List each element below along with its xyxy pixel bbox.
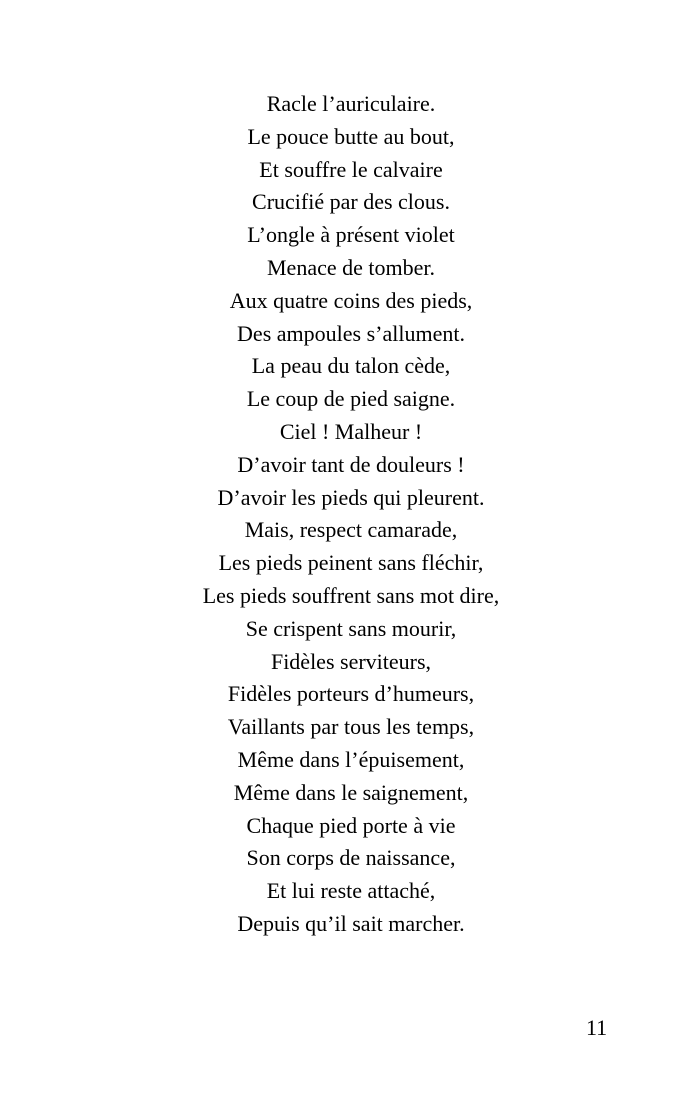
poem-line: La peau du talon cède, bbox=[251, 353, 451, 379]
poem-line: Racle l’auriculaire. bbox=[266, 91, 436, 116]
poem-line: Les pieds peinent sans fléchir, bbox=[218, 550, 484, 576]
poem-line: Fidèles porteurs d’humeurs, bbox=[227, 681, 475, 707]
poem-line: Chaque pied porte à vie bbox=[246, 812, 456, 838]
page-number: 11 bbox=[586, 1015, 608, 1040]
poem-line: Crucifié par des clous. bbox=[252, 189, 450, 215]
poem-line: Se crispent sans mourir, bbox=[245, 615, 457, 641]
poem-line: Et lui reste attaché, bbox=[266, 878, 436, 904]
poem-line: Les pieds souffrent sans mot dire, bbox=[202, 582, 500, 608]
poem-line: Mais, respect camarade, bbox=[244, 517, 458, 543]
poem-line: Le coup de pied saigne. bbox=[246, 386, 456, 412]
poem-line: Et souffre le calvaire bbox=[259, 156, 443, 182]
poem-line: Ciel ! Malheur ! bbox=[279, 418, 423, 444]
poem-line: Fidèles serviteurs, bbox=[270, 648, 432, 674]
poem-text bbox=[0, 88, 700, 941]
poem-line: Même dans le saignement, bbox=[233, 779, 469, 805]
poem-line: Des ampoules s’allument. bbox=[237, 320, 465, 346]
poem-line: Vaillants par tous les temps, bbox=[227, 714, 475, 740]
poem-line: Depuis qu’il sait marcher. bbox=[237, 910, 465, 936]
poem-line: Son corps de naissance, bbox=[246, 845, 456, 871]
poem-line: Aux quatre coins des pieds, bbox=[229, 287, 473, 313]
poem-line: Même dans l’épuisement, bbox=[237, 746, 465, 772]
poem-line: L’ongle à présent violet bbox=[247, 222, 455, 248]
poem-line: D’avoir tant de douleurs ! bbox=[237, 451, 465, 477]
poem-line: Le pouce butte au bout, bbox=[247, 123, 455, 149]
poem-line: Menace de tomber. bbox=[267, 254, 435, 280]
poem-line: D’avoir les pieds qui pleurent. bbox=[217, 484, 485, 510]
